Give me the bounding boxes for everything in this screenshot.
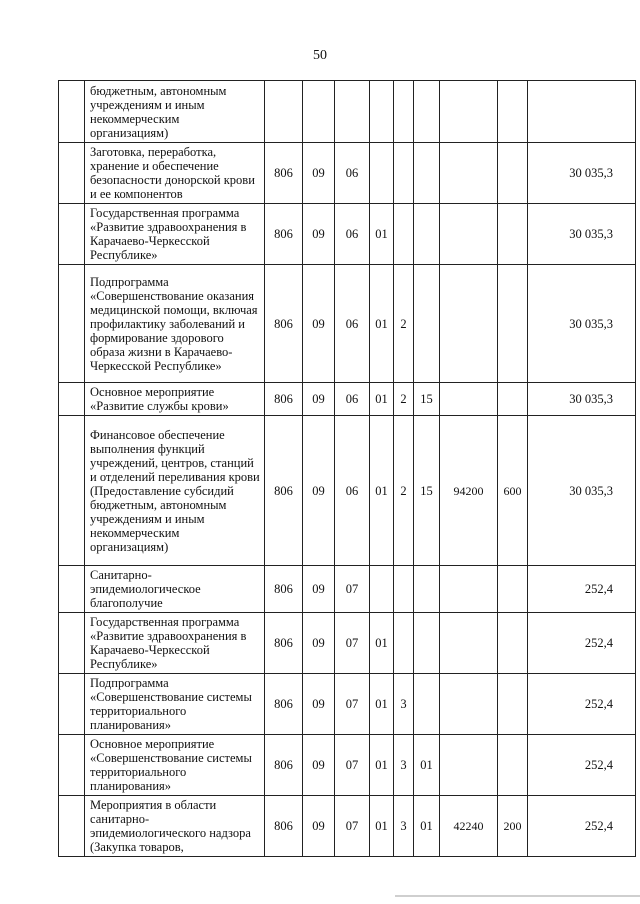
- code-subprogram: [394, 613, 414, 674]
- code-program: 01: [370, 204, 394, 265]
- code-direction: [440, 265, 498, 383]
- code-direction: [440, 735, 498, 796]
- code-program: 01: [370, 383, 394, 416]
- row-name: Подпрограмма «Совершенствование системы территориального планирования»: [85, 674, 265, 735]
- row-sum: 30 035,3: [528, 265, 636, 383]
- empty-cell: [59, 204, 85, 265]
- row-sum: [528, 81, 636, 143]
- empty-cell: [59, 383, 85, 416]
- code-subprogram: [394, 81, 414, 143]
- row-sum: 252,4: [528, 796, 636, 857]
- table-row: [59, 735, 636, 796]
- code-pr: 06: [335, 143, 370, 204]
- code-rz: 09: [303, 735, 335, 796]
- empty-cell: [59, 81, 85, 143]
- code-pr: [335, 81, 370, 143]
- row-name: Заготовка, переработка, хранение и обеспечение безопасности донорской крови и ее компонентов: [85, 143, 265, 204]
- code-gr: [265, 81, 303, 143]
- scan-artifact-line: [395, 895, 640, 897]
- row-name: Мероприятия в области санитарно-эпидемиологического надзора (Закупка товаров,: [85, 796, 265, 857]
- row-sum: 252,4: [528, 674, 636, 735]
- code-expense-type: [498, 143, 528, 204]
- row-name: Основное мероприятие «Развитие службы крови»: [85, 383, 265, 416]
- row-name: Государственная программа «Развитие здравоохранения в Карачаево-Черкесской Республике»: [85, 204, 265, 265]
- code-expense-type: [498, 613, 528, 674]
- code-expense-type: 200: [498, 796, 528, 857]
- code-expense-type: [498, 383, 528, 416]
- code-pr: 07: [335, 566, 370, 613]
- row-name: Финансовое обеспечение выполнения функций учреждений, центров, станций и отделений переливания крови (Предоставление субсидий бюджетным, автономным учреждениям и иным некоммерческим организациям): [85, 416, 265, 566]
- empty-cell: [59, 613, 85, 674]
- row-sum: 252,4: [528, 613, 636, 674]
- code-event: [414, 613, 440, 674]
- code-event: [414, 265, 440, 383]
- code-program: [370, 566, 394, 613]
- table-row: [59, 566, 636, 613]
- code-rz: 09: [303, 265, 335, 383]
- code-rz: 09: [303, 796, 335, 857]
- code-program: 01: [370, 735, 394, 796]
- code-subprogram: 2: [394, 265, 414, 383]
- table-row: [59, 143, 636, 204]
- code-subprogram: 3: [394, 674, 414, 735]
- page-number: 50: [313, 48, 327, 63]
- table-row: [59, 383, 636, 416]
- code-expense-type: [498, 204, 528, 265]
- code-direction: [440, 143, 498, 204]
- code-program: 01: [370, 613, 394, 674]
- code-gr: 806: [265, 383, 303, 416]
- table-row: [59, 613, 636, 674]
- code-gr: 806: [265, 143, 303, 204]
- row-name: бюджетным, автономным учреждениям и иным некоммерческим организациям): [85, 81, 265, 143]
- code-subprogram: 2: [394, 416, 414, 566]
- code-pr: 06: [335, 383, 370, 416]
- code-pr: 07: [335, 735, 370, 796]
- code-program: [370, 81, 394, 143]
- code-direction: 42240: [440, 796, 498, 857]
- code-subprogram: 3: [394, 796, 414, 857]
- code-expense-type: [498, 81, 528, 143]
- code-rz: 09: [303, 143, 335, 204]
- code-direction: 94200: [440, 416, 498, 566]
- code-gr: 806: [265, 796, 303, 857]
- code-rz: 09: [303, 613, 335, 674]
- code-pr: 06: [335, 204, 370, 265]
- empty-cell: [59, 416, 85, 566]
- code-event: 15: [414, 383, 440, 416]
- code-rz: 09: [303, 566, 335, 613]
- code-direction: [440, 81, 498, 143]
- code-expense-type: [498, 674, 528, 735]
- code-program: [370, 143, 394, 204]
- code-pr: 07: [335, 674, 370, 735]
- code-expense-type: [498, 735, 528, 796]
- empty-cell: [59, 566, 85, 613]
- code-pr: 06: [335, 265, 370, 383]
- code-pr: 06: [335, 416, 370, 566]
- code-subprogram: [394, 143, 414, 204]
- row-sum: 30 035,3: [528, 416, 636, 566]
- code-rz: 09: [303, 383, 335, 416]
- code-direction: [440, 613, 498, 674]
- row-sum: 30 035,3: [528, 383, 636, 416]
- row-name: Санитарно-эпидемиологическое благополучие: [85, 566, 265, 613]
- table-row: [59, 674, 636, 735]
- table-row: [59, 265, 636, 383]
- code-program: 01: [370, 265, 394, 383]
- empty-cell: [59, 674, 85, 735]
- table-row: [59, 204, 636, 265]
- code-event: 01: [414, 735, 440, 796]
- empty-cell: [59, 143, 85, 204]
- code-event: 15: [414, 416, 440, 566]
- code-program: 01: [370, 674, 394, 735]
- code-event: 01: [414, 796, 440, 857]
- row-sum: 252,4: [528, 735, 636, 796]
- row-name: Основное мероприятие «Совершенствование системы территориального планирования»: [85, 735, 265, 796]
- code-expense-type: [498, 566, 528, 613]
- row-sum: 30 035,3: [528, 204, 636, 265]
- code-gr: 806: [265, 613, 303, 674]
- code-subprogram: 2: [394, 383, 414, 416]
- code-event: [414, 566, 440, 613]
- code-direction: [440, 383, 498, 416]
- budget-table: [58, 80, 636, 857]
- code-direction: [440, 204, 498, 265]
- code-gr: 806: [265, 416, 303, 566]
- empty-cell: [59, 265, 85, 383]
- row-sum: 30 035,3: [528, 143, 636, 204]
- code-program: 01: [370, 416, 394, 566]
- row-name: Государственная программа «Развитие здравоохранения в Карачаево-Черкесской Республике»: [85, 613, 265, 674]
- code-gr: 806: [265, 674, 303, 735]
- empty-cell: [59, 796, 85, 857]
- code-program: 01: [370, 796, 394, 857]
- code-rz: 09: [303, 204, 335, 265]
- code-event: [414, 674, 440, 735]
- code-subprogram: 3: [394, 735, 414, 796]
- code-subprogram: [394, 566, 414, 613]
- empty-cell: [59, 735, 85, 796]
- code-rz: [303, 81, 335, 143]
- table-row: [59, 416, 636, 566]
- table-row: [59, 796, 636, 857]
- code-gr: 806: [265, 204, 303, 265]
- code-rz: 09: [303, 674, 335, 735]
- code-pr: 07: [335, 796, 370, 857]
- code-expense-type: 600: [498, 416, 528, 566]
- code-expense-type: [498, 265, 528, 383]
- code-pr: 07: [335, 613, 370, 674]
- row-name: Подпрограмма «Совершенствование оказания медицинской помощи, включая профилактику заболеваний и формирование здорового образа жизни в Карачаево-Черкесской Республике»: [85, 265, 265, 383]
- code-direction: [440, 674, 498, 735]
- code-gr: 806: [265, 265, 303, 383]
- table-row: [59, 81, 636, 143]
- code-rz: 09: [303, 416, 335, 566]
- code-gr: 806: [265, 566, 303, 613]
- row-sum: 252,4: [528, 566, 636, 613]
- code-gr: 806: [265, 735, 303, 796]
- code-event: [414, 143, 440, 204]
- code-event: [414, 81, 440, 143]
- code-subprogram: [394, 204, 414, 265]
- code-event: [414, 204, 440, 265]
- code-direction: [440, 566, 498, 613]
